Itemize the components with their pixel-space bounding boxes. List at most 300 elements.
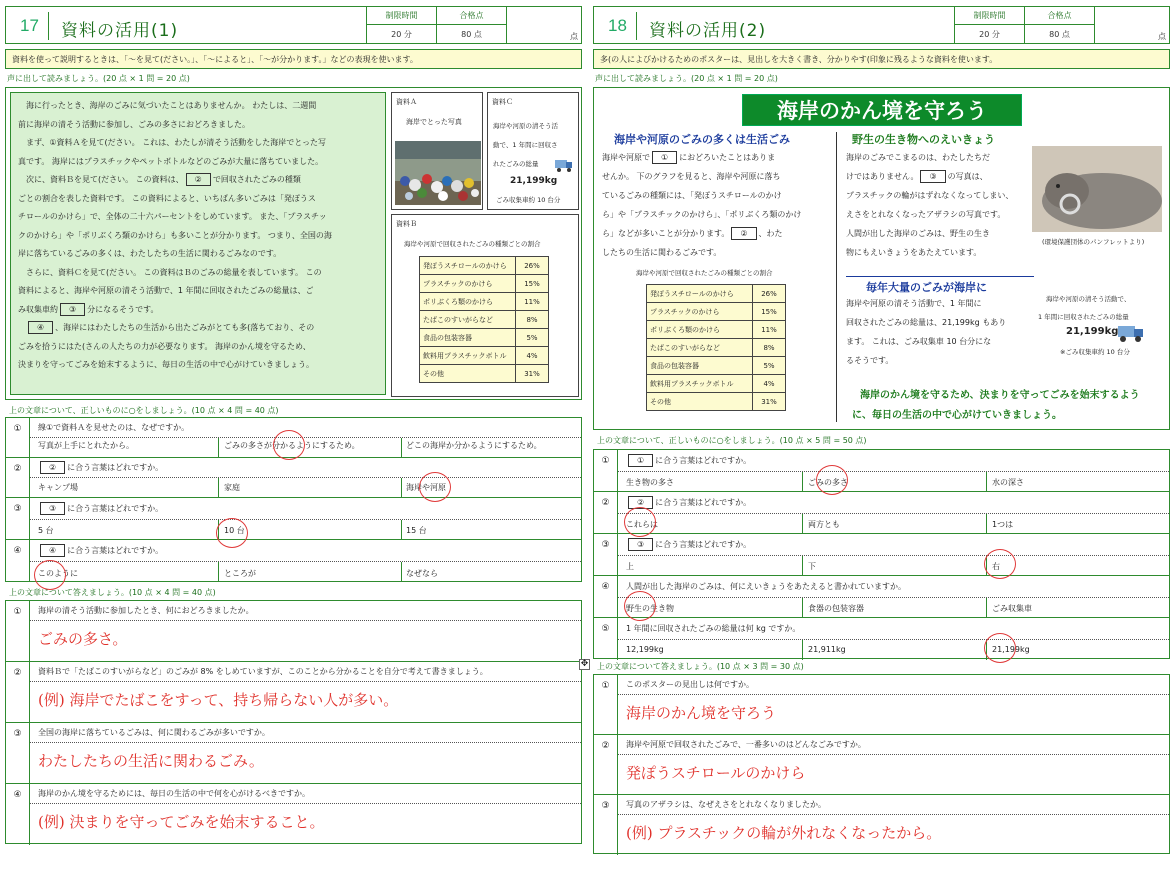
q-text: 資料Ｂで「たばこのすいがらなど」のごみが 8% をしめていますが、このことから分かることを自分で考えて書きましょう。 xyxy=(30,662,581,682)
seal-photo xyxy=(1032,146,1162,232)
blank-box: ③ xyxy=(628,538,653,551)
table-row xyxy=(420,311,549,329)
answer-field[interactable]: (例) 決まりを守ってごみを始末すること。 xyxy=(38,813,325,831)
table-cell-value: 8% xyxy=(516,311,549,329)
table-cell-value: 31% xyxy=(516,365,549,383)
left-sec2: 上の文章について答えましょう。(10 点 × 4 問 = 40 点) xyxy=(9,588,216,597)
right-choice-block xyxy=(593,449,1170,659)
table-cell-name: ポリぶくろ類のかけら xyxy=(420,293,516,311)
poster-heading-1: 海岸や河原のごみの多くは生活ごみ xyxy=(614,133,790,146)
text-span: ます。 これは、ごみ収集車 10 台分にな xyxy=(846,337,992,346)
option[interactable]: 右 xyxy=(992,562,1000,571)
q-number: ③ xyxy=(594,534,618,576)
garbage-truck-icon xyxy=(1116,322,1146,344)
text-span: み収集車約 xyxy=(18,304,58,314)
divider xyxy=(401,438,402,458)
divider xyxy=(218,562,219,582)
answer-circle xyxy=(624,591,656,621)
text-span: さらに、資料Ｃを見て(ださい。 この資料はＢのごみの総量を表しています。 この xyxy=(18,267,322,277)
poster-slogan-1: 海岸のかん境を守るため、決まりを守ってごみを始末するよう xyxy=(860,390,1140,401)
blank-box: ④ xyxy=(28,321,53,334)
q-text xyxy=(618,492,1169,514)
q-text xyxy=(30,498,581,520)
doc-b xyxy=(391,214,579,397)
written-question xyxy=(594,675,1169,735)
left-score-area xyxy=(366,7,583,44)
written-question xyxy=(6,662,581,723)
time-value: 20 分 xyxy=(955,25,1025,44)
right-written-block xyxy=(593,674,1170,854)
divider xyxy=(401,562,402,582)
option[interactable]: このように xyxy=(38,569,78,578)
option[interactable]: 水の深さ xyxy=(992,478,1024,487)
blank-box: ③ xyxy=(40,502,65,515)
q-text: 海岸や河原で回収されたごみで、一番多いのはどんなごみですか。 xyxy=(618,735,1169,755)
text-span: 資料によると、海岸や河原の清そう活動で、1 年間に回収されたごみの総量は、ご xyxy=(18,286,314,295)
text-span: プラスチックの輪がはずれなくなってしまい、 xyxy=(846,191,1014,200)
q-text xyxy=(618,534,1169,556)
text-line xyxy=(846,294,1032,313)
option[interactable]: ごみ収集車 xyxy=(992,604,1032,613)
left-intro: 資料を使って説明するときは、「～を見て(ださい。」、「～によると」、「～が分かります。」などの表現を使います。 xyxy=(5,49,582,69)
text-line xyxy=(18,134,378,153)
text-span: 前に海岸の清そう活動に参加し、ごみの多さにおどろきました。 xyxy=(18,119,250,129)
table-row xyxy=(420,329,549,347)
table-cell-value: 4% xyxy=(516,347,549,365)
answer-circle xyxy=(273,430,305,460)
option[interactable]: 食器の包装容器 xyxy=(808,604,864,613)
q-text xyxy=(618,618,1169,640)
text-line xyxy=(18,301,378,320)
option[interactable]: どこの海岸か分かるようにするため。 xyxy=(406,441,542,450)
table-row xyxy=(647,375,786,393)
left-q4 xyxy=(6,540,581,582)
q-number: ② xyxy=(594,735,618,795)
q-text: 海岸の清そう活動に参加したとき、何におどろきましたか。 xyxy=(30,601,581,621)
doc-a xyxy=(391,92,483,210)
poster-side-text xyxy=(1038,290,1131,326)
left-header xyxy=(5,6,582,44)
answer-field[interactable]: 海岸のかん境を守ろう xyxy=(626,704,777,722)
table-row xyxy=(647,321,786,339)
text-line xyxy=(602,243,834,262)
table-cell-value: 15% xyxy=(753,303,786,321)
text-span: 海岸のごみでこまるのは、わたしたちだ xyxy=(846,153,990,162)
left-choice-block xyxy=(5,417,582,582)
side-line: 1 年間に回収されたごみの総量 xyxy=(1038,313,1129,321)
text-span: の写真は、 xyxy=(947,172,988,181)
q-text xyxy=(30,458,581,478)
move-handle-icon[interactable]: ✥ xyxy=(580,659,589,669)
option[interactable]: 両方とも xyxy=(808,520,840,529)
table-cell-value: 31% xyxy=(753,393,786,411)
blank-box: ② xyxy=(628,496,653,509)
text-line xyxy=(602,224,834,243)
written-question xyxy=(594,795,1169,855)
table-row xyxy=(647,357,786,375)
time-label: 制限時間 xyxy=(367,7,437,25)
table-cell-value: 4% xyxy=(753,375,786,393)
text-span: せんか。 下のグラフを見ると、海岸や河原に落ち xyxy=(602,172,781,181)
text-span: ごみを拾うにはた(さんの人たちの力が必要なります。 海岸のかん境を守るため、 xyxy=(18,341,311,351)
blank-box: ① xyxy=(628,454,653,467)
table-cell-value: 15% xyxy=(516,275,549,293)
table-row xyxy=(647,339,786,357)
q-text: 全国の海岸に落ちているごみは、何に関わるごみが多いですか。 xyxy=(30,723,581,743)
q-text-body: に合う言葉はどれですか。 xyxy=(655,456,752,465)
text-span: 海岸や河原で xyxy=(602,153,650,162)
q-number: ① xyxy=(594,675,618,735)
doc-c-line: 動で、1 年間に回収さ xyxy=(493,141,558,149)
doc-c-amount: 21,199kg xyxy=(510,176,558,186)
text-span: におどろいたことはありま xyxy=(679,153,776,162)
divider xyxy=(401,478,402,498)
choice-question xyxy=(594,450,1169,492)
doc-c xyxy=(487,92,579,210)
text-line xyxy=(18,171,378,190)
blank-box: ④ xyxy=(40,544,65,557)
option[interactable]: 12,199kg xyxy=(626,645,664,654)
answer-field[interactable]: (例) 海岸でたばこをすって、持ち帰らない人が多い。 xyxy=(38,691,399,709)
option[interactable]: これらは xyxy=(626,520,658,529)
waste-ratio-table xyxy=(646,284,786,411)
q-text xyxy=(30,540,581,562)
text-line xyxy=(18,356,378,375)
poster-divider xyxy=(836,132,837,422)
divider xyxy=(401,520,402,540)
q-number: ① xyxy=(594,450,618,492)
option[interactable]: 21,911kg xyxy=(808,645,846,654)
text-line xyxy=(846,243,1032,262)
table-cell-name: たばこのすいがらなど xyxy=(647,339,753,357)
table-cell-value: 5% xyxy=(753,357,786,375)
table-cell-value: 11% xyxy=(753,321,786,339)
right-page-number: 18 xyxy=(608,16,627,35)
garbage-truck-icon xyxy=(554,157,574,173)
left-q2 xyxy=(6,458,581,498)
divider xyxy=(986,598,987,618)
table-cell-name: 食品の包装容器 xyxy=(647,357,753,375)
table-cell-name: プラスチックのかけら xyxy=(647,303,753,321)
option[interactable]: ごみの多さ xyxy=(808,478,848,487)
poster-side-note: ※ごみ収集車約 10 台分 xyxy=(1060,348,1130,356)
q-number: ② xyxy=(6,458,30,498)
table-cell-name: たばこのすいがらなど xyxy=(420,311,516,329)
text-span: 岸に落ちているごみの多くは、わたしたちの生活に関わるごみなのです。 xyxy=(18,249,282,258)
table-cell-name: 発ぽうスチロールのかけら xyxy=(647,285,753,303)
q-text xyxy=(618,576,1169,598)
table-cell-value: 11% xyxy=(516,293,549,311)
text-line xyxy=(846,167,1032,186)
table-row xyxy=(420,347,549,365)
option[interactable]: 10 台 xyxy=(224,526,245,535)
text-span: 物にもえいきょうをあたえています。 xyxy=(846,248,982,257)
choice-question xyxy=(594,576,1169,618)
text-span: 海岸や河原の清そう活動で、1 年間に xyxy=(846,299,982,308)
table-cell-name: 飲料用プラスチックボトル xyxy=(420,347,516,365)
doc-b-title: 海岸や河原で回収されたごみの種類ごとの割合 xyxy=(404,240,541,248)
blank-box: ③ xyxy=(60,303,85,316)
text-span: 、海岸にはわたしたちの生活から出たごみがとても多(落ちており、その xyxy=(55,323,315,332)
text-line xyxy=(846,332,1032,351)
option[interactable]: 野生の生き物 xyxy=(626,604,674,613)
q-number: ④ xyxy=(6,540,30,582)
divider xyxy=(218,478,219,498)
text-line xyxy=(18,153,378,172)
left-read-aloud: 声に出して読みましょう。(20 点 × 1 問 = 20 点) xyxy=(7,74,190,83)
text-line xyxy=(846,186,1032,205)
option[interactable]: 上 xyxy=(626,562,634,571)
divider xyxy=(802,598,803,618)
divider xyxy=(48,12,49,40)
right-page-title: 資料の活用(2) xyxy=(649,21,767,41)
table-row xyxy=(647,303,786,321)
side-line: 海岸や河原の清そう活動で、 xyxy=(1046,295,1131,303)
q-text-body: に合う言葉はどれですか。 xyxy=(67,546,164,555)
right-header xyxy=(593,6,1170,44)
text-line xyxy=(846,224,1032,243)
text-line xyxy=(18,264,378,283)
q-text: このポスターの見出しは何ですか。 xyxy=(618,675,1169,695)
text-line xyxy=(18,116,378,135)
left-page-title: 資料の活用(1) xyxy=(61,21,179,41)
q-text: 線①で資料Ａを見せたのは、なぜですか。 xyxy=(30,418,581,438)
right-read-aloud: 声に出して読みましょう。(20 点 × 1 問 = 20 点) xyxy=(595,74,778,83)
doc-c-text xyxy=(493,117,558,174)
poster-headline: 海岸のかん境を守ろう xyxy=(742,94,1022,126)
text-span: 人間が出した海岸のごみは、野生の生き xyxy=(846,229,990,238)
table-row xyxy=(647,393,786,411)
left-q1 xyxy=(6,418,581,458)
divider xyxy=(802,472,803,492)
doc-a-caption: 海岸でとった写真 xyxy=(406,118,462,126)
poster-heading-3: 毎年大量のごみが海岸に xyxy=(866,281,987,294)
right-score-area xyxy=(954,7,1171,44)
text-line xyxy=(18,282,378,301)
text-span: ら」などが多いことが分かります。 xyxy=(602,229,730,238)
divider xyxy=(986,514,987,534)
text-span: したちの生活に関わるごみです。 xyxy=(602,248,722,257)
answer-circle xyxy=(816,465,848,495)
written-question xyxy=(6,723,581,784)
divider xyxy=(802,640,803,660)
text-line xyxy=(18,208,378,227)
option[interactable]: 写真が上手にとれたから。 xyxy=(38,441,134,450)
text-span: ているごみの種類には、「発ぽうスチロールのかけ xyxy=(602,191,782,200)
q-text-body: に合う言葉はどれですか。 xyxy=(655,540,752,549)
blank-box: ③ xyxy=(920,170,945,183)
option[interactable]: 21,199kg xyxy=(992,645,1030,654)
option[interactable]: 下 xyxy=(808,562,816,571)
answer-circle xyxy=(984,633,1016,663)
table-row xyxy=(420,275,549,293)
table-cell-value: 8% xyxy=(753,339,786,357)
text-line xyxy=(846,205,1032,224)
right-intro: 多(の人によびかけるためのポスターは、見出しを大きく書き、分かりやす(印象に残るような資料を使います。 xyxy=(593,49,1170,69)
table-row xyxy=(420,365,549,383)
q-text-body: に合う言葉はどれですか。 xyxy=(655,498,752,507)
text-span xyxy=(18,323,26,332)
text-span: クのかけら」や「ポリぶくろ類のかけら」も多いことが分かります。 つまり、全国の海 xyxy=(18,230,332,240)
text-line xyxy=(602,186,834,205)
written-question xyxy=(6,784,581,845)
choice-question xyxy=(594,534,1169,576)
answer-circle xyxy=(34,560,66,590)
poster-paragraph-1 xyxy=(602,148,834,262)
divider xyxy=(802,556,803,576)
option[interactable]: 海岸や河原 xyxy=(406,483,446,492)
poster xyxy=(593,87,1170,430)
doc-c-label: 資料Ｃ xyxy=(492,98,513,106)
text-span: 決まりを守ってごみを始末するように、毎日の生活の中で心がけていきましょう。 xyxy=(18,360,314,369)
table-cell-value: 26% xyxy=(516,257,549,275)
pass-value: 80 点 xyxy=(1025,25,1095,44)
left-page xyxy=(5,6,582,844)
table-cell-name: その他 xyxy=(420,365,516,383)
option[interactable]: 5 台 xyxy=(38,526,54,535)
table-cell-name: 発ぽうスチロールのかけら xyxy=(420,257,516,275)
q-text: 写真のアザラシは、なぜえさをとれなくなりましたか。 xyxy=(618,795,1169,815)
left-page-number: 17 xyxy=(20,16,39,35)
blank-box: ② xyxy=(186,173,211,186)
divider xyxy=(986,472,987,492)
waste-ratio-table xyxy=(419,256,549,383)
answer-circle xyxy=(984,549,1016,579)
heading-rule xyxy=(846,276,1034,277)
left-sec1: 上の文章について、正しいものに○をしましょう。(10 点 × 4 問 = 40 点) xyxy=(9,406,279,415)
time-value: 20 分 xyxy=(367,25,437,44)
choice-question xyxy=(594,618,1169,660)
text-span: 、わた xyxy=(758,229,783,238)
text-span: 海に行ったとき、海岸のごみに気づいたことはありませんか。 わたしは、二週間 xyxy=(18,101,317,110)
text-line xyxy=(602,167,834,186)
q-number: ② xyxy=(6,662,30,723)
q-number: ③ xyxy=(6,723,30,784)
written-question xyxy=(6,601,581,662)
text-line xyxy=(18,190,378,209)
table-row xyxy=(420,257,549,275)
q-number: ② xyxy=(594,492,618,534)
q-number: ③ xyxy=(594,795,618,855)
blank-box: ① xyxy=(652,151,677,164)
left-passage-box xyxy=(5,87,582,400)
table-row xyxy=(420,293,549,311)
text-line xyxy=(18,97,378,116)
table-cell-value: 26% xyxy=(753,285,786,303)
text-span: 次に、資料Ｂを見て(ださい。 この資料は、 xyxy=(18,175,184,184)
q-text-body: に合う言葉はどれですか。 xyxy=(67,463,164,472)
written-question xyxy=(594,735,1169,795)
left-q3 xyxy=(6,498,581,540)
poster-paragraph-3 xyxy=(846,294,1032,370)
q-number: ④ xyxy=(6,784,30,845)
option[interactable]: ところが xyxy=(224,569,256,578)
text-line xyxy=(602,205,834,224)
table-row xyxy=(647,285,786,303)
text-span: るそうです。 xyxy=(846,356,894,365)
doc-b-label: 資料Ｂ xyxy=(396,220,417,228)
text-line xyxy=(846,313,1032,332)
poster-heading-2: 野生の生き物へのえいきょう xyxy=(852,133,995,146)
option[interactable]: ごみの多さが分かるようにするため。 xyxy=(224,441,360,450)
score-unit: 点 xyxy=(570,32,578,41)
doc-c-line: れたごみの総量 xyxy=(493,160,539,168)
option[interactable]: なぜなら xyxy=(406,569,438,578)
text-line xyxy=(846,148,1032,167)
table-cell-name: 食品の包装容器 xyxy=(420,329,516,347)
option[interactable]: 家庭 xyxy=(224,483,240,492)
answer-circle xyxy=(624,507,656,537)
text-span: えさをとれなくなったアザラシの写真です。 xyxy=(846,210,1006,219)
option[interactable]: 15 台 xyxy=(406,526,427,535)
option[interactable]: 1つは xyxy=(992,520,1014,529)
table-cell-name: 飲料用プラスチックボトル xyxy=(647,375,753,393)
left-written-block xyxy=(5,600,582,844)
right-sec1: 上の文章について、正しいものに○をしましょう。(10 点 × 5 問 = 50 点) xyxy=(597,436,867,445)
text-span: 真です。 海岸にはプラスチックやペットボトルなどのごみが大量に落ちていました。 xyxy=(18,156,324,166)
photo-caption: (環境保護団体のパンフレットより) xyxy=(1042,238,1145,246)
time-label: 制限時間 xyxy=(955,7,1025,25)
table-cell-name: プラスチックのかけら xyxy=(420,275,516,293)
q-number: ③ xyxy=(6,498,30,540)
option[interactable]: キャンプ場 xyxy=(38,483,78,492)
table-cell-name: ポリぶくろ類のかけら xyxy=(647,321,753,339)
pass-label: 合格点 xyxy=(437,7,507,25)
poster-paragraph-2 xyxy=(846,148,1032,262)
text-line xyxy=(18,338,378,357)
text-line xyxy=(18,245,378,264)
doc-c-note: ごみ収集車約 10 台分 xyxy=(496,196,561,204)
text-span: ら」や「プラスチックのかけら」、「ポリぶくろ類のかけ xyxy=(602,210,802,219)
q-text xyxy=(618,450,1169,472)
answer-field[interactable]: (例) プラスチックの輪が外れなくなったから。 xyxy=(626,824,942,842)
poster-chart-title: 海岸や河原で回収されたごみの種類ごとの割合 xyxy=(636,269,773,277)
q-number: ④ xyxy=(594,576,618,618)
choice-question xyxy=(594,492,1169,534)
text-span: ごとの割合を表した資料です。 この資料によると、いちばん多いごみは「発ぽうス xyxy=(18,193,316,203)
pass-value: 80 点 xyxy=(437,25,507,44)
right-page xyxy=(593,6,1170,855)
divider xyxy=(218,438,219,458)
answer-field[interactable]: 発ぽうスチロールのかけら xyxy=(626,764,806,782)
score-unit: 点 xyxy=(1158,32,1166,41)
q-text-body: に合う言葉はどれですか。 xyxy=(67,504,164,513)
divider xyxy=(802,514,803,534)
text-span: で回収されたごみの種類 xyxy=(212,175,301,184)
blank-box: ② xyxy=(40,461,65,474)
answer-field[interactable]: ごみの多さ。 xyxy=(38,630,128,648)
blank-box: ② xyxy=(731,227,756,240)
q-number: ⑤ xyxy=(594,618,618,660)
q-number: ① xyxy=(6,418,30,458)
answer-field[interactable]: わたしたちの生活に関わるごみ。 xyxy=(38,752,264,770)
q-text-body: 人間が出した海岸のごみは、何にえいきょうをあたえると書かれていますか。 xyxy=(626,582,906,591)
right-sec2: 上の文章について答えましょう。(10 点 × 3 問 = 30 点) xyxy=(597,662,804,671)
poster-side-amount: 21,199kg xyxy=(1066,326,1119,337)
text-line xyxy=(18,227,378,246)
poster-slogan-2: に、毎日の生活の中で心がけていきましょう。 xyxy=(852,410,1062,421)
left-passage xyxy=(10,92,386,395)
q-text-body: 1 年間に回収されたごみの総量は何 kg ですか。 xyxy=(626,624,801,633)
passage-text xyxy=(18,97,378,375)
text-span: けではありません。 xyxy=(846,172,919,181)
table-cell-name: その他 xyxy=(647,393,753,411)
text-line xyxy=(846,351,1032,370)
pass-label: 合格点 xyxy=(1025,7,1095,25)
text-line xyxy=(602,148,834,167)
text-span: 回収されたごみの総量は、21,199kg もあり xyxy=(846,318,1007,327)
option[interactable]: 生き物の多さ xyxy=(626,478,674,487)
